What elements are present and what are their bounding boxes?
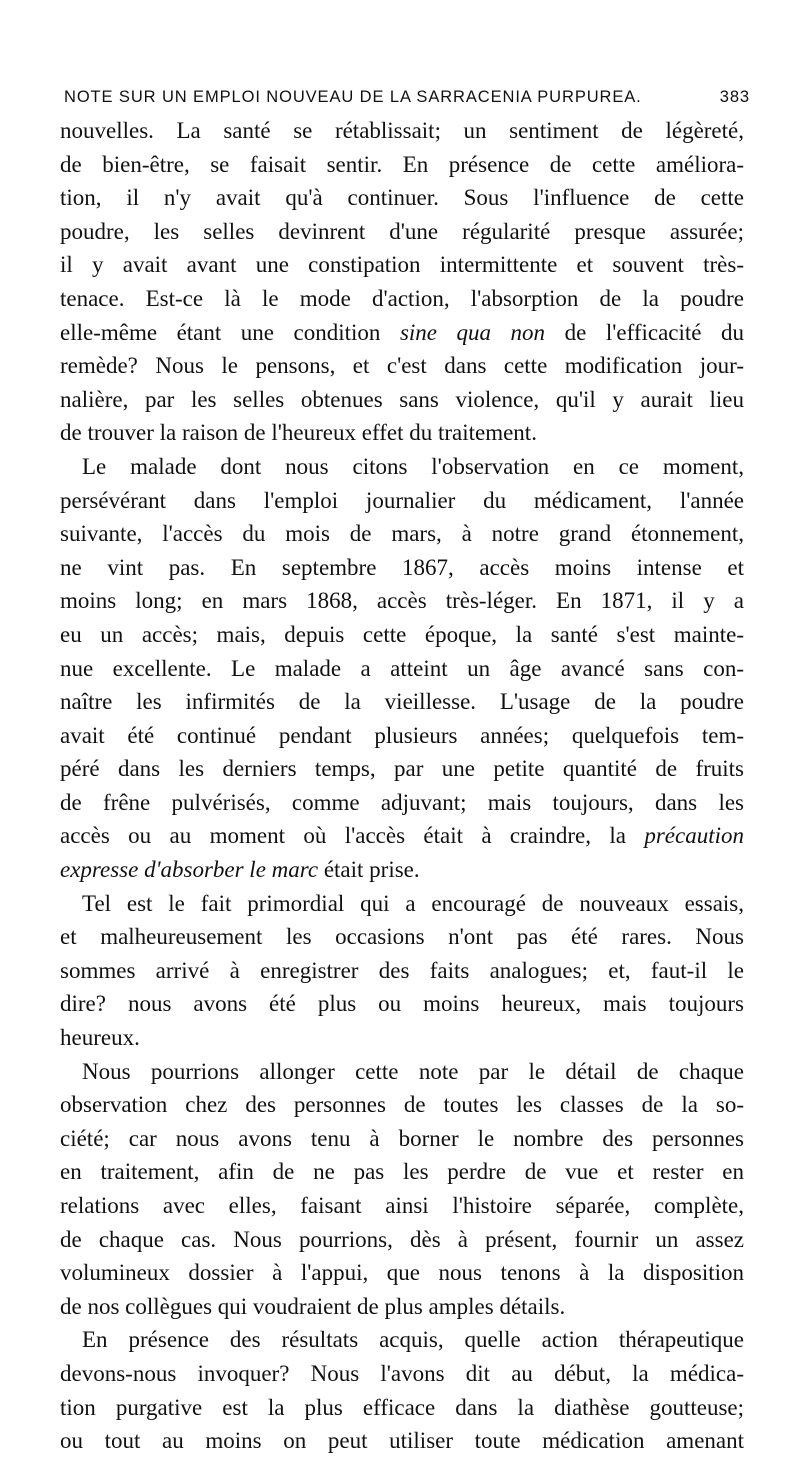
italic-phrase: sine qua non bbox=[399, 319, 546, 345]
text-line: poudre, les selles devinrent d'une régularité presque assurée; bbox=[60, 218, 744, 244]
text-line: observation chez des personnes de toutes les classes de la so- bbox=[60, 1092, 744, 1118]
text-line-with-italic bbox=[60, 316, 744, 350]
text-line: heureux. bbox=[60, 1025, 140, 1051]
running-title: NOTE SUR UN EMPLOI NOUVEAU DE LA SARRACENIA PURPUREA. bbox=[64, 88, 642, 106]
text-line: sommes arrivé à enregistrer des faits analogues; et, faut-il le bbox=[60, 957, 744, 983]
text-line: naître les infirmités de la vieillesse. L'usage de la poudre bbox=[60, 689, 744, 715]
text-line: ne vint pas. En septembre 1867, accès moins intense et bbox=[60, 554, 744, 580]
text-line: moins long; en mars 1868, accès très-léger. En 1871, il y a bbox=[60, 588, 744, 614]
text-line: de trouver la raison de l'heureux effet du traitement. bbox=[60, 420, 537, 446]
text-line: de bien-être, se faisait sentir. En présence de cette améliora- bbox=[60, 151, 744, 177]
text-line: avait été continué pendant plusieurs années; quelquefois tem- bbox=[60, 722, 744, 748]
text-line: remède? Nous le pensons, et c'est dans cette modification jour- bbox=[60, 353, 744, 379]
text-line: suivante, l'accès du mois de mars, à notre grand étonnement, bbox=[60, 521, 744, 547]
paragraph-start: Tel est le fait primordial qui a encouragé de nouveaux essais, bbox=[82, 890, 744, 916]
text-line: il y avait avant une constipation intermittente et souvent très- bbox=[60, 252, 744, 278]
text-line: persévérant dans l'emploi journalier du médicament, l'année bbox=[60, 487, 744, 513]
text-line: péré dans les derniers temps, par une petite quantité de fruits bbox=[60, 756, 744, 782]
text-line-with-italic bbox=[60, 853, 744, 887]
text-line: nalière, par les selles obtenues sans violence, qu'il y aurait lieu bbox=[60, 386, 744, 412]
text-line: en traitement, afin de ne pas les perdre de vue et rester en bbox=[60, 1159, 744, 1185]
text-line: dire? nous avons été plus ou moins heureux, mais toujours bbox=[60, 991, 744, 1017]
text-line-with-italic bbox=[60, 819, 744, 853]
paragraph-start: En présence des résultats acquis, quelle action thérapeutique bbox=[82, 1327, 744, 1353]
text-line: de frêne pulvérisés, comme adjuvant; mais toujours, dans les bbox=[60, 789, 744, 815]
text-line: ciété; car nous avons tenu à borner le nombre des personnes bbox=[60, 1125, 744, 1151]
running-head bbox=[58, 80, 750, 114]
text-line: et malheureusement les occasions n'ont pas été rares. Nous bbox=[60, 924, 744, 950]
text-line: ou tout au moins on peut utiliser toute médication amenant bbox=[60, 1428, 744, 1454]
text-line: tenace. Est-ce là le mode d'action, l'absorption de la poudre bbox=[60, 285, 744, 311]
text-segment: était prise. bbox=[323, 857, 420, 883]
text-line: devons-nous invoquer? Nous l'avons dit au début, la médica- bbox=[60, 1360, 744, 1386]
text-line: tion, il n'y avait qu'à continuer. Sous l'influence de cette bbox=[60, 185, 744, 211]
text-segment: accès ou au moment où l'accès était à craindre, la bbox=[60, 823, 626, 849]
page-number: 383 bbox=[719, 88, 750, 106]
italic-phrase: précaution bbox=[644, 823, 744, 849]
text-line: de nos collègues qui voudraient de plus amples détails. bbox=[60, 1293, 566, 1319]
text-line: relations avec elles, faisant ainsi l'histoire séparée, complète, bbox=[60, 1193, 744, 1218]
text-segment: elle-même étant une condition bbox=[60, 319, 381, 345]
text-line: nue excellente. Le malade a atteint un âge avancé sans con- bbox=[60, 655, 744, 681]
italic-phrase: expresse d'absorber le marc bbox=[60, 857, 319, 883]
paragraph-start: Nous pourrions allonger cette note par le détail de chaque bbox=[82, 1058, 744, 1084]
text-line: eu un accès; mais, depuis cette époque, la santé s'est mainte- bbox=[60, 621, 744, 647]
text-line: tion purgative est la plus efficace dans la diathèse goutteuse; bbox=[60, 1394, 744, 1420]
text-line: de chaque cas. Nous pourrions, dès à présent, fournir un assez bbox=[60, 1226, 744, 1252]
text-line: nouvelles. La santé se rétablissait; un sentiment de légèreté, bbox=[60, 118, 744, 143]
paragraph-start: Le malade dont nous citons l'observation en ce moment, bbox=[82, 453, 744, 479]
body-text bbox=[60, 114, 744, 1458]
text-segment: de l'efficacité du bbox=[564, 319, 744, 345]
text-line: volumineux dossier à l'appui, que nous tenons à la disposition bbox=[60, 1260, 744, 1286]
